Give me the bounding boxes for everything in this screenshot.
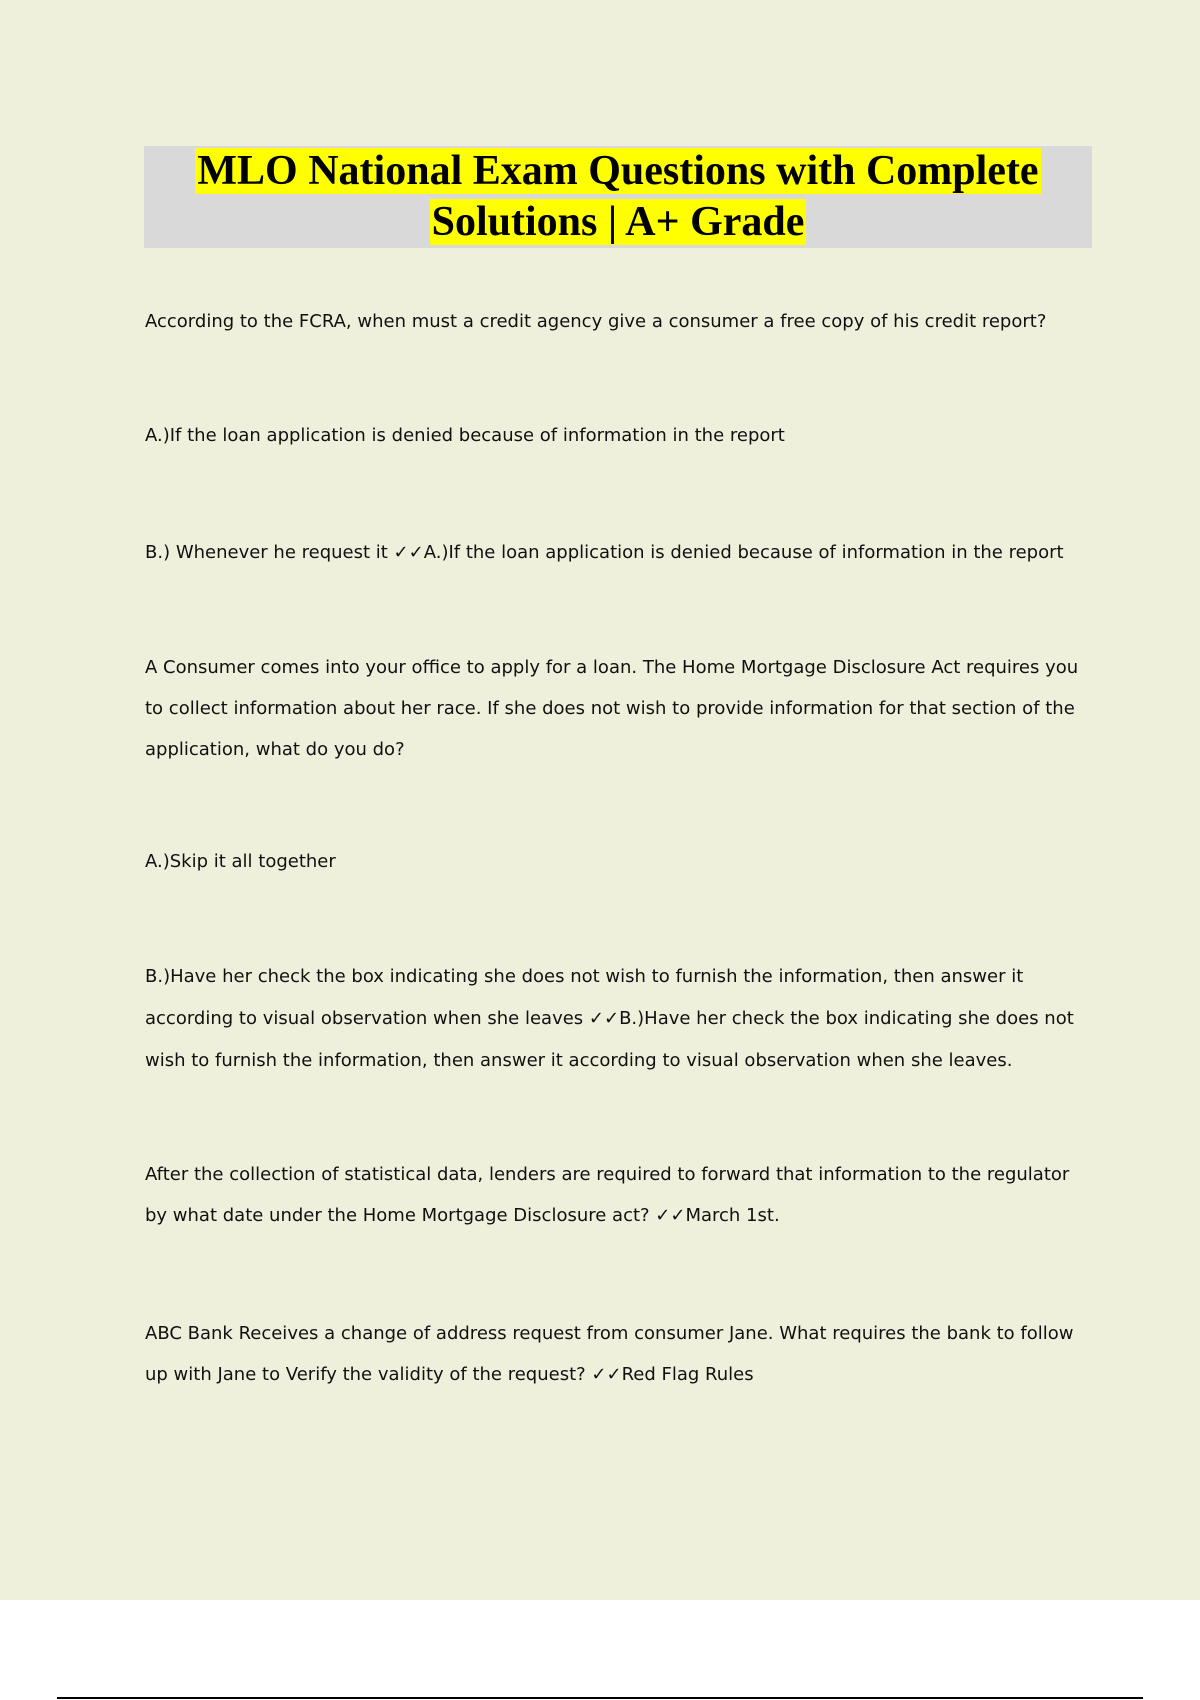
footer-divider (57, 1697, 1143, 1699)
option-b-answer-hmda-race (145, 956, 1095, 1082)
option-a-fcra: A.)If the loan application is denied because of information in the report (145, 425, 785, 446)
question-hmda-date-line-1: After the collection of statistical data, lenders are required to forward that information to the regulator (145, 1164, 1070, 1185)
document-title (144, 146, 1092, 248)
question-hmda-date-line-2: by what date under the Home Mortgage Disclosure act? ✓✓March 1st. (145, 1205, 780, 1226)
question-hmda-race-line-1: A Consumer comes into your office to apply for a loan. The Home Mortgage Disclosure Act requires you (145, 657, 1079, 678)
question-red-flag (145, 1313, 1095, 1395)
question-fcra: According to the FCRA, when must a credit agency give a consumer a free copy of his credit report? (145, 311, 1047, 332)
question-red-flag-line-1: ABC Bank Receives a change of address request from consumer Jane. What requires the bank to follow (145, 1323, 1074, 1344)
title-line-1: MLO National Exam Questions with Complete (197, 148, 1039, 194)
option-b-line-1: B.)Have her check the box indicating she does not wish to furnish the information, then answer it (145, 966, 1024, 987)
question-hmda-race-line-2: to collect information about her race. If she does not wish to provide information for that section of the (145, 698, 1075, 719)
question-red-flag-line-2: up with Jane to Verify the validity of the request? ✓✓Red Flag Rules (145, 1364, 754, 1385)
option-b-line-3: wish to furnish the information, then answer it according to visual observation when she leaves. (145, 1050, 1013, 1071)
title-line-2: Solutions | A+ Grade (431, 199, 805, 245)
option-b-answer-fcra: B.) Whenever he request it ✓✓A.)If the loan application is denied because of information in the report (145, 542, 1064, 563)
question-hmda-race (145, 647, 1095, 770)
question-hmda-date (145, 1154, 1095, 1236)
option-a-hmda-race: A.)Skip it all together (145, 851, 336, 872)
option-b-line-2: according to visual observation when she leaves ✓✓B.)Have her check the box indicating she does not (145, 1008, 1074, 1029)
question-hmda-race-line-3: application, what do you do? (145, 739, 405, 760)
